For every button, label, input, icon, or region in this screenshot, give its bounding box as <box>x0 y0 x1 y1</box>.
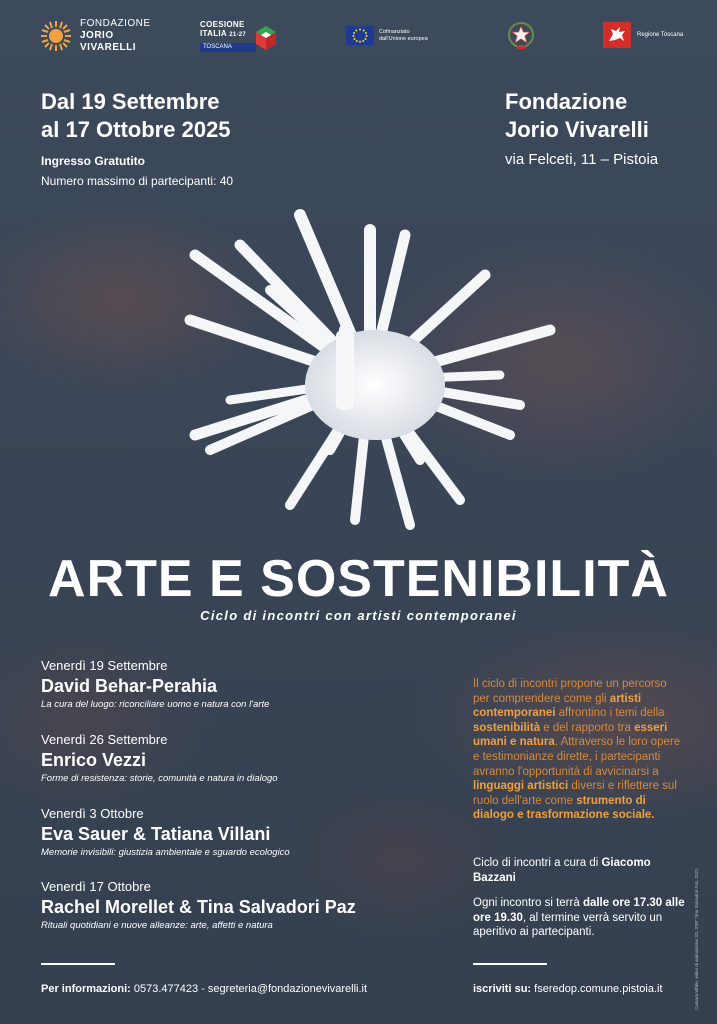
jorio-logo-line1: FONDAZIONE <box>80 18 151 29</box>
iscriviti-label: iscriviti su: <box>473 983 532 995</box>
contact-info <box>41 983 367 995</box>
event-item <box>41 732 441 786</box>
pegasus-icon <box>603 22 631 48</box>
main-title: ARTE E SOSTENIBILITÀ <box>48 550 669 608</box>
coesione-line2: ITALIA <box>200 29 227 38</box>
event-date: Venerdì 19 Settembre <box>41 658 168 673</box>
coesione-region: TOSCANA <box>200 43 256 52</box>
eu-line2: dall'Unione europea <box>379 35 428 42</box>
coesione-italia-logo <box>200 20 282 54</box>
coesione-line1: COESIONE <box>200 20 245 29</box>
event-item <box>41 658 441 712</box>
desc-highlight: artisti contemporanei <box>473 692 642 720</box>
venue-line2: Jorio Vivarelli <box>505 117 649 142</box>
italian-republic-emblem-icon <box>507 21 535 51</box>
event-item <box>41 879 441 933</box>
event-dates <box>41 88 231 144</box>
desc-text: diversi e riflettere sul ruolo dell'arte come <box>473 780 677 807</box>
desc-highlight: linguaggi artistici <box>473 780 569 793</box>
desc-text: e del rapporto tra <box>540 721 635 734</box>
divider <box>473 963 547 965</box>
description-paragraph <box>473 677 683 823</box>
dates-line2: al 17 Ottobre 2025 <box>41 117 231 142</box>
registration-info <box>473 983 663 995</box>
desc-highlight: esseri umani e natura <box>473 721 668 749</box>
divider <box>41 963 115 965</box>
event-date: Venerdì 3 Ottobre <box>41 806 144 821</box>
eu-text <box>379 29 428 43</box>
subtitle: Ciclo di incontri con artisti contemporanei <box>200 608 517 623</box>
info-separator: - <box>198 983 208 995</box>
times-text: Ogni incontro si terrà <box>473 897 583 909</box>
event-artist: Enrico Vezzi <box>41 750 147 770</box>
jorio-logo-text <box>80 18 151 54</box>
free-entry-label: Ingresso Gratutito <box>41 154 146 168</box>
event-artist: Rachel Morellet & Tina Salvadori Paz <box>41 897 356 917</box>
venue-line1: Fondazione <box>505 89 628 114</box>
times-hours: dalle ore 17.30 alle ore 19.30 <box>473 897 685 924</box>
event-topic: La cura del luogo: riconciliare uomo e natura con l'arte <box>41 699 270 710</box>
curator-note <box>473 856 683 885</box>
curator-text: Ciclo di incontri a cura di <box>473 857 602 869</box>
eu-line1: Cofinanziato <box>379 28 410 35</box>
eu-flag-icon <box>346 26 374 45</box>
image-credit: Camara White, video di animazione 3D, 3'09" Tina Salvadori Paz, 2021 <box>694 868 699 1010</box>
event-artist: Eva Sauer & Tatiana Villani <box>41 824 271 844</box>
times-text: , al termine verrà servito un aperitivo ai partecipanti. <box>473 911 663 939</box>
desc-text: affrontino i temi della <box>555 707 665 720</box>
curator-name: Giacomo Bazzani <box>473 857 651 884</box>
event-date: Venerdì 17 Ottobre <box>41 879 151 894</box>
eu-cofinanced-logo <box>346 26 428 45</box>
event-topic: Memorie invisibili: giustizia ambientale e sguardo ecologico <box>41 847 290 858</box>
toscana-label: Regione Toscana <box>637 32 684 38</box>
event-date: Venerdì 26 Settembre <box>41 732 168 747</box>
white-spiky-sculpture-image <box>170 200 570 550</box>
desc-text: Il ciclo di incontri propone un percorso per comprendere come gli <box>473 678 667 705</box>
max-participants-label: Numero massimo di partecipanti: 40 <box>41 174 234 188</box>
dates-line1: Dal 19 Settembre <box>41 89 220 114</box>
jorio-logo-line3: VIVARELLI <box>80 42 136 53</box>
info-phone[interactable]: 0573.477423 <box>133 983 199 995</box>
iscriviti-link[interactable]: fseredop.comune.pistoia.it <box>534 983 663 995</box>
coesione-years: 21-27 <box>229 32 247 38</box>
coesione-cube-icon <box>252 22 282 52</box>
venue-address: via Felceti, 11 – Pistoia <box>505 151 659 168</box>
event-artist: David Behar-Perahia <box>41 676 218 696</box>
event-topic: Rituali quotidiani e nuove alleanze: arte, affetti e natura <box>41 920 273 931</box>
desc-highlight: strumento di dialogo e trasformazione sociale. <box>473 794 655 822</box>
desc-highlight: sostenibilità <box>473 721 541 734</box>
regione-toscana-logo <box>603 22 683 48</box>
schedule-note <box>473 896 688 940</box>
fondazione-jorio-vivarelli-logo <box>40 18 151 54</box>
venue-name <box>505 88 649 144</box>
desc-text: . Attraverso le loro opere e testimonianze dirette, i partecipanti avranno l'opportunità di avvicinarsi a <box>473 736 681 778</box>
sun-icon <box>40 20 72 52</box>
info-label: Per informazioni: <box>41 983 131 995</box>
info-email[interactable]: segreteria@fondazionevivarelli.it <box>207 983 368 995</box>
event-topic: Forme di resistenza: storie, comunità e natura in dialogo <box>41 773 278 784</box>
event-item <box>41 806 441 860</box>
jorio-logo-line2: JORIO <box>80 30 114 41</box>
